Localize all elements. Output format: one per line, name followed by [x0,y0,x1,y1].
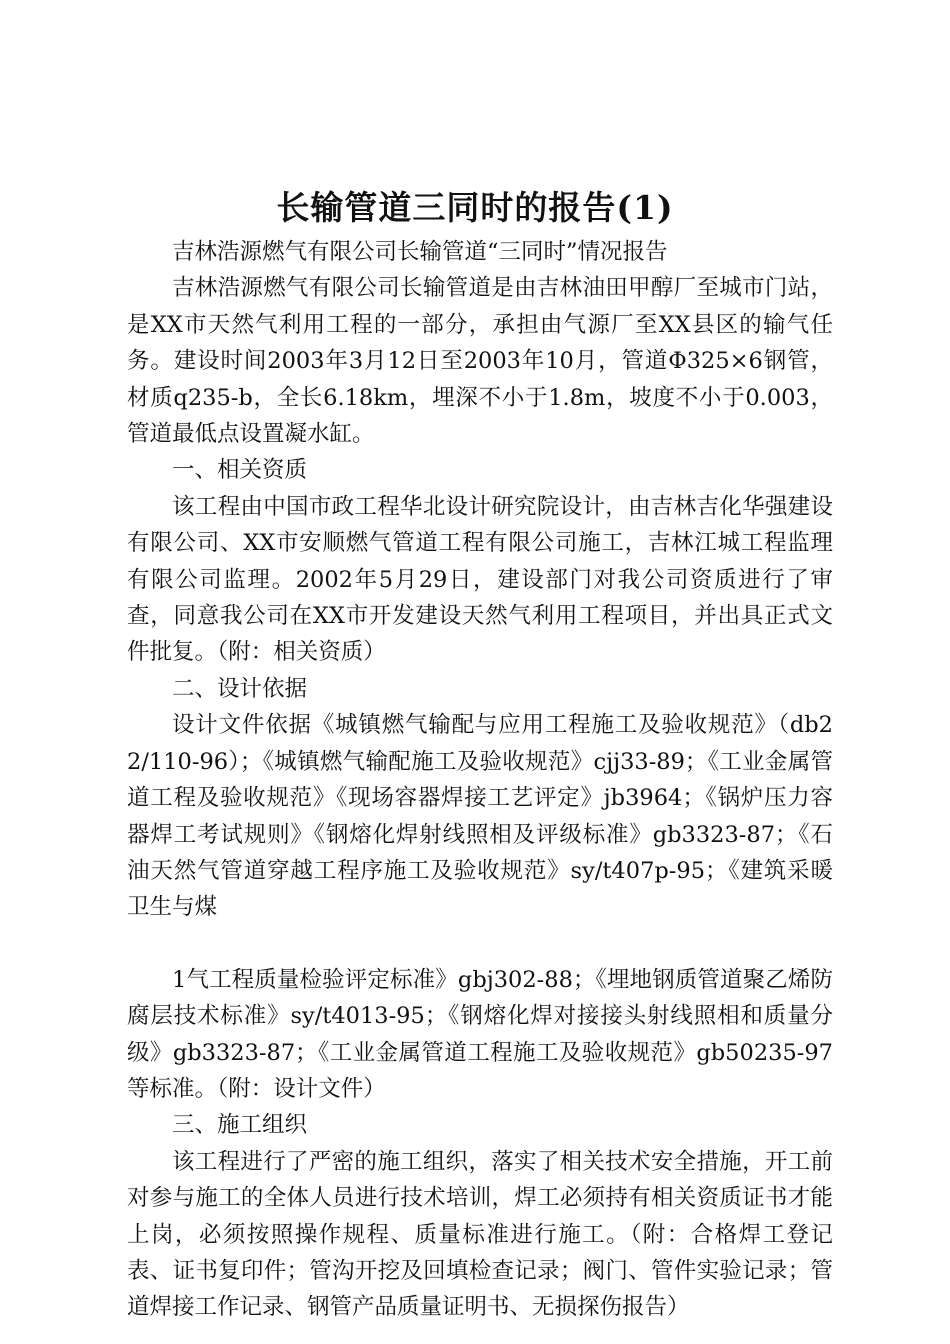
section-heading-qualification: 一、相关资质 [172,457,308,484]
document-title: 长输管道三同时的报告(1) [276,188,674,227]
section-body-design-basis: 设计文件依据《城镇燃气输配与应用工程施工及验收规范》（db22/110-96）；《城镇燃气输配施工及验收规范》cjj33-89；《工业金属管道工程及验收规范》《现场容器焊接工艺评定》jb3964；《锅炉压力容器焊工考试规则》《钢熔化焊射线照相及评级标准》gb3323-87；《石油天然气管道穿越工程序施工及验收规范》sy/t407p-95；《建筑采暖卫生与煤 [127,712,833,921]
section-body-qualification: 该工程由中国市政工程华北设计研究院设计，由吉林吉化华强建设有限公司、XX市安顺燃气管道工程有限公司施工，吉林江城工程监理有限公司监理。2002年5月29日，建设部门对我公司资质进行了审查，同意我公司在XX市开发建设天然气利用工程项目，并出具正式文件批复。（附：相关资质） [127,493,833,666]
report-subtitle: 吉林浩源燃气有限公司长输管道“三同时”情况报告 [172,239,668,265]
document-body [127,234,833,1326]
section-body-design-basis-continued: 1气工程质量检验评定标准》gbj302-88；《埋地钢质管道聚乙烯防腐层技术标准》sy/t4013-95；《钢熔化焊对接接头射线照相和质量分级》gb3323-87；《工业金属管道工程施工及验收规范》gb50235-97等标准。（附：设计文件） [127,966,833,1102]
page-break-gap [127,926,833,962]
intro-paragraph: 吉林浩源燃气有限公司长输管道是由吉林油田甲醇厂至城市门站，是XX市天然气利用工程的一部分，承担由气源厂至XX县区的输气任务。建设时间2003年3月12日至2003年10月，管道Φ325×6钢管，材质q235-b，全长6.18km，埋深不小于1.8m，坡度不小于0.003，管道最低点设置凝水缸。 [127,275,833,448]
section-heading-construction: 三、施工组织 [172,1112,308,1139]
section-body-construction: 该工程进行了严密的施工组织，落实了相关技术安全措施，开工前对参与施工的全体人员进行技术培训，焊工必须持有相关资质证书才能上岗，必须按照操作规程、质量标准进行施工。（附：合格焊工登记表、证书复印件；管沟开挖及回填检查记录；阀门、管件实验记录；管道焊接工作记录、钢管产品质量证明书、无损探伤报告） [127,1148,833,1321]
section-heading-design-basis: 二、设计依据 [172,675,308,702]
